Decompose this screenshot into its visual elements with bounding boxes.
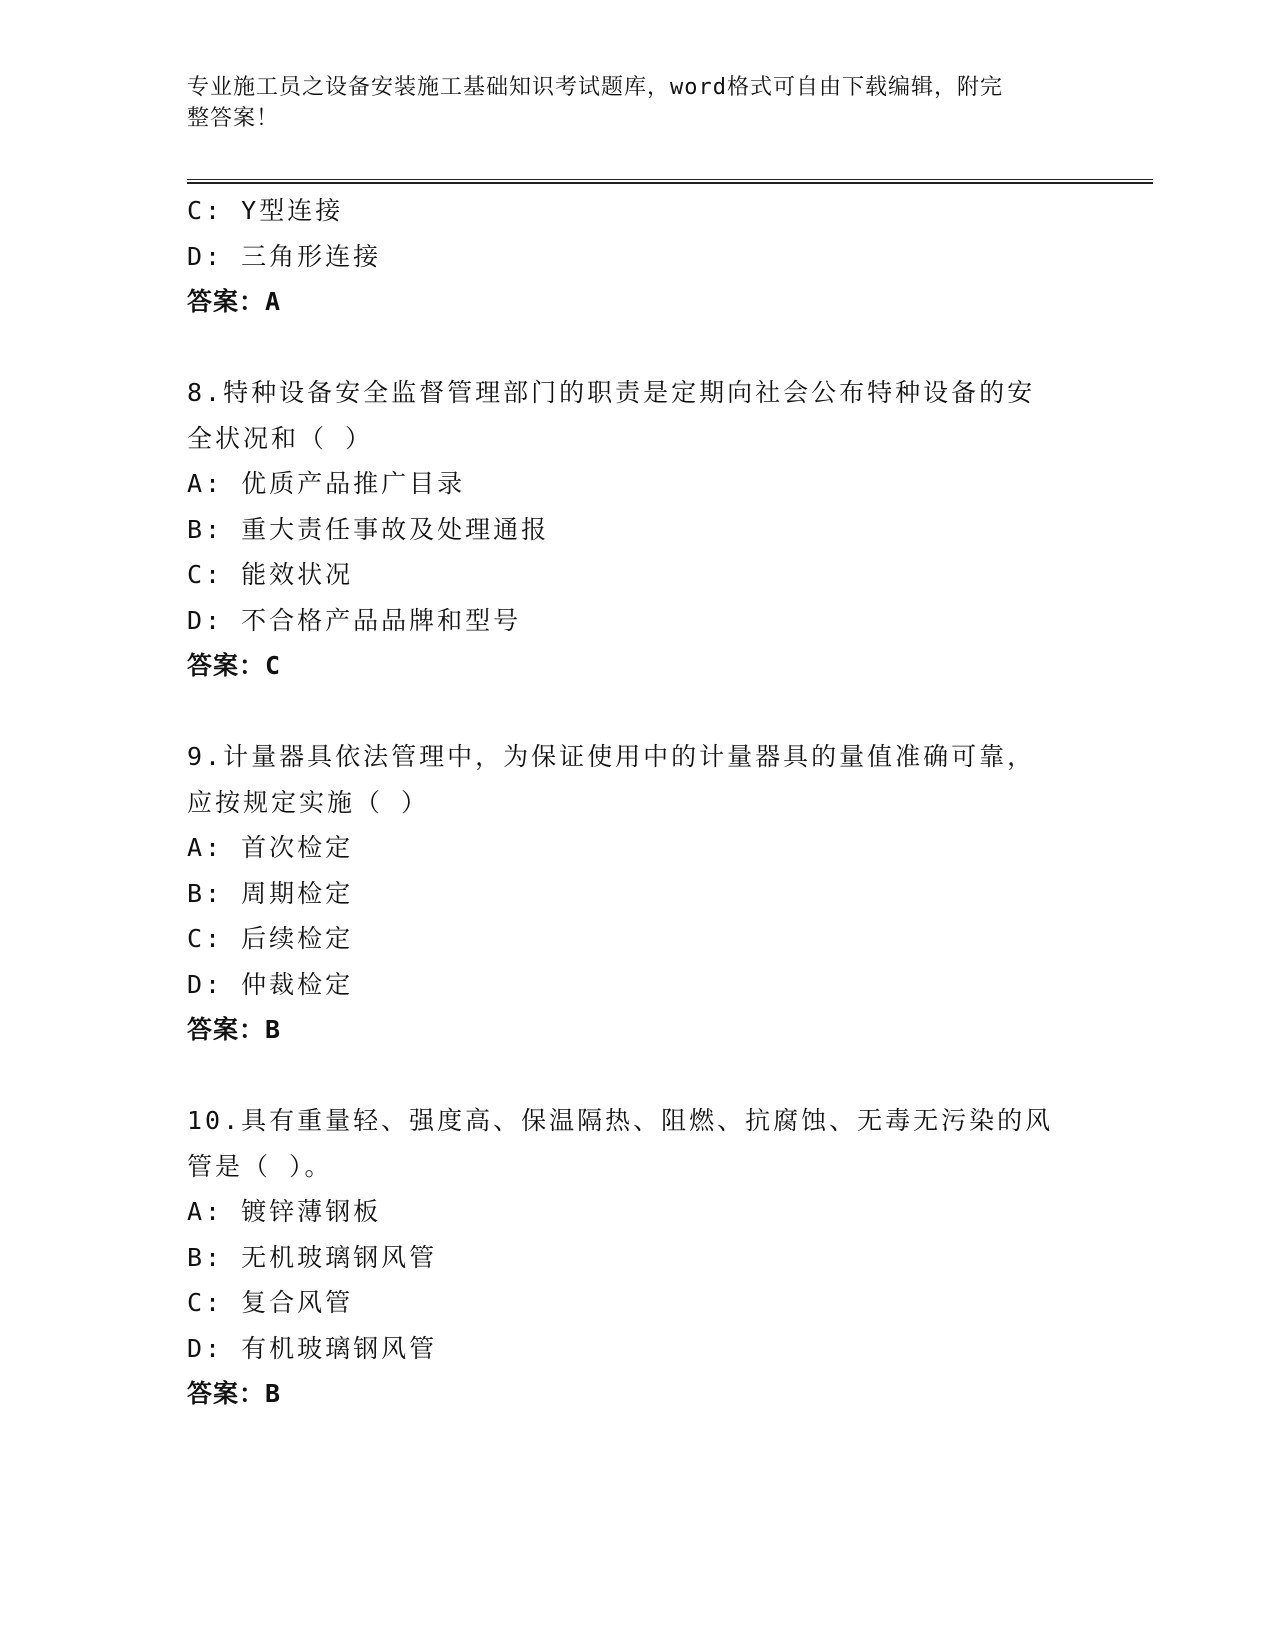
question-text: 管是（ ）。 <box>187 1151 333 1181</box>
option-d: D: 不合格产品品牌和型号 <box>187 605 522 635</box>
spacer <box>187 325 1087 371</box>
question-9 <box>187 734 1087 1053</box>
question-text: 9.计量器具依法管理中，为保证使用中的计量器具的量值准确可靠， <box>187 742 1036 771</box>
option-c: C: Y型连接 <box>187 196 344 225</box>
spacer <box>187 689 1087 735</box>
header-line-1: 专业施工员之设备安装施工基础知识考试题库，word格式可自由下载编辑，附完 <box>187 75 1003 100</box>
header-divider-thick <box>187 182 1153 184</box>
header-divider-thin <box>187 179 1153 180</box>
option-a: A: 镀锌薄钢板 <box>187 1197 382 1226</box>
option-d: D: 三角形连接 <box>187 241 382 271</box>
option-c: C: 复合风管 <box>187 1288 354 1317</box>
question-8 <box>187 370 1087 689</box>
question-text: 8.特种设备安全监督管理部门的职责是定期向社会公布特种设备的安 <box>187 378 1036 407</box>
question-text: 10.具有重量轻、强度高、保温隔热、阻燃、抗腐蚀、无毒无污染的风 <box>187 1106 1054 1135</box>
option-b: B: 周期检定 <box>187 878 354 908</box>
spacer <box>187 1053 1087 1099</box>
answer-label: 答案：B <box>187 1379 282 1408</box>
question-list <box>187 188 1087 1417</box>
question-text: 全状况和（ ） <box>187 423 374 453</box>
option-d: D: 仲裁检定 <box>187 969 354 999</box>
option-c: C: 后续检定 <box>187 924 354 953</box>
question-10 <box>187 1098 1087 1417</box>
answer-label: 答案：B <box>187 1015 282 1044</box>
option-b: B: 重大责任事故及处理通报 <box>187 514 550 544</box>
question-text: 应按规定实施（ ） <box>187 787 430 817</box>
option-a: A: 优质产品推广目录 <box>187 469 466 498</box>
option-a: A: 首次检定 <box>187 833 354 862</box>
header-line-2: 整答案！ <box>187 106 280 131</box>
option-c: C: 能效状况 <box>187 560 354 589</box>
question-7-continued <box>187 188 1087 325</box>
answer-label: 答案：A <box>187 287 282 316</box>
answer-label: 答案：C <box>187 651 282 680</box>
option-d: D: 有机玻璃钢风管 <box>187 1333 438 1363</box>
page-header <box>187 72 1067 134</box>
option-b: B: 无机玻璃钢风管 <box>187 1242 438 1272</box>
